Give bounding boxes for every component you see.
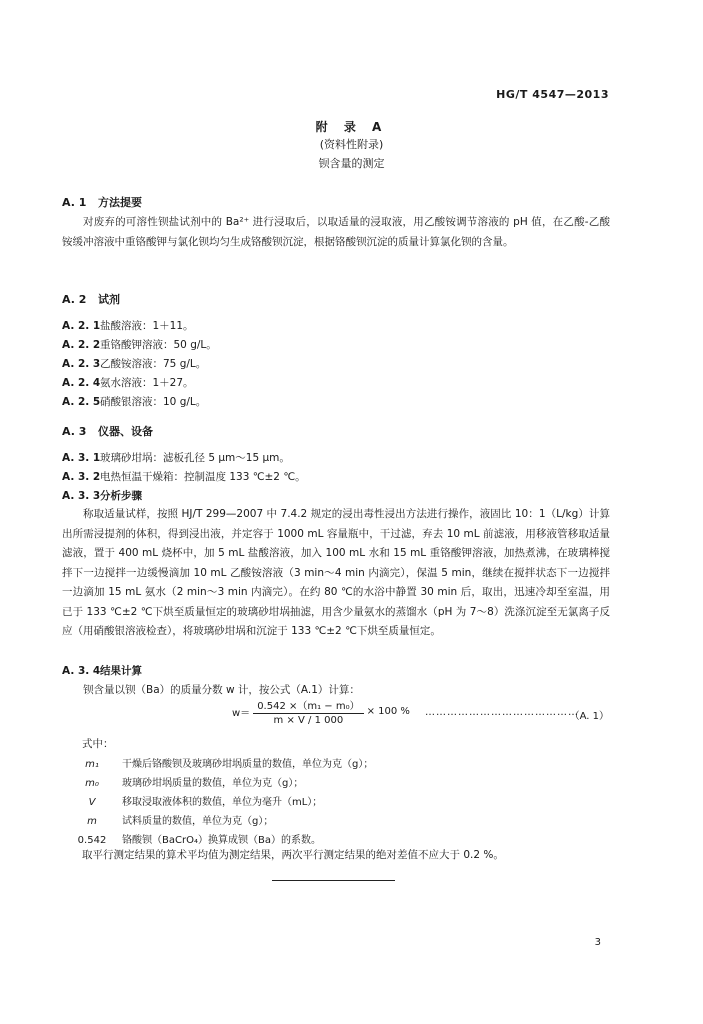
variable-definition: [62, 812, 273, 827]
formula-tail: × 100 %: [366, 706, 410, 717]
item-text: 重铬酸钾溶液：50 g/L。: [100, 339, 217, 351]
list-item: [62, 375, 194, 390]
section-title: 仪器、设备: [98, 425, 153, 438]
item-number: A. 2. 2: [62, 339, 101, 351]
formula-number: （A. 1）: [569, 711, 609, 722]
item-text: 硝酸银溶液：10 g/L。: [100, 396, 207, 408]
variable-symbol: m₀: [85, 778, 99, 789]
item-text: 乙酸铵溶液：75 g/L。: [100, 358, 207, 370]
section-number: A. 3: [62, 425, 87, 438]
variable-desc: 铬酸钡（BaCrO₄）换算成钡（Ba）的系数。: [122, 835, 321, 846]
list-item: [62, 318, 194, 333]
variable-desc: 移取浸取液体积的数值，单位为毫升（mL）；: [122, 797, 323, 808]
item-text: 电热恒温干燥箱：控制温度 133 ℃±2 ℃。: [100, 471, 306, 483]
section-a1-text: 对废弃的可溶性钡盐试剂中的 Ba²⁺ 进行浸取后，以取适量的浸取液，用乙酸铵调节溶液的 pH 值，在乙酸-乙酸铵缓冲溶液中重铬酸钾与氯化钡均匀生成铬酸钡沉淀，根据铬酸钡沉淀的质量计算氯化钡的含量。: [62, 216, 610, 248]
analysis-steps-text: 称取适量试样，按照 HJ/T 299—2007 中 7.4.2 规定的浸出毒性浸出方法进行操作，液固比 10：1（L/kg）计算出所需浸提剂的体积，得到浸出液，并定容于 1000 mL 容量瓶中，干过滤，弃去 10 mL 前滤液，用移液管移取适量滤液，置于 400 mL 烧杯中，加 5 mL 盐酸溶液，加入 100 mL 水和 15 mL 重铬酸钾溶液，加热煮沸，在玻璃棒搅拌下一边搅拌一边缓慢滴加 10 mL 乙酸铵溶液（3 min～4 min 内滴完），保温 5 min，继续在搅拌状态下一边搅拌一边滴加 15 mL 氨水（2 min～3 min 内滴完）。在约 80 ℃的水浴中静置 30 min 后，取出，迅速冷却至室温，用已于 133 ℃±2 ℃下烘至质量恒定的玻璃砂坩埚抽滤，用含少量氨水的蒸馏水（pH 为 7～8）洗涤沉淀至无氯离子反应（用硝酸银溶液检查），将玻璃砂坩埚和沉淀于 133 ℃±2 ℃下烘至质量恒定。: [62, 508, 610, 637]
item-number: A. 3. 3: [62, 490, 101, 502]
variable-symbol: m: [87, 816, 97, 827]
variable-symbol: m₁: [85, 759, 99, 770]
formula-lhs: w＝: [232, 708, 251, 719]
end-rule: [272, 880, 395, 881]
item-text: 盐酸溶液：1＋11。: [100, 320, 194, 332]
item-number: A. 3. 1: [62, 452, 101, 464]
variable-desc: 干燥后铬酸钡及玻璃砂坩埚质量的数值，单位为克（g）；: [122, 759, 374, 770]
item-number: A. 2. 1: [62, 320, 101, 332]
variable-desc: 玻璃砂坩埚质量的数值，单位为克（g）；: [122, 778, 304, 789]
list-item: [62, 450, 290, 465]
section-title: 试剂: [98, 293, 120, 306]
conclusion-text: 取平行测定结果的算术平均值为测定结果，两次平行测定结果的绝对差值不应大于 0.2 %。: [82, 849, 504, 861]
variable-symbol: 0.542: [77, 835, 107, 846]
subsection-a34-heading: [62, 663, 142, 678]
variable-definition: [62, 793, 322, 808]
variable-symbol: V: [88, 797, 96, 808]
item-number: A. 3. 4: [62, 665, 101, 677]
annex-title: 附 录 A: [315, 120, 388, 134]
standard-number: HG/T 4547—2013: [496, 88, 609, 101]
annex-nature: (资料性附录): [319, 138, 384, 151]
variable-definition: [62, 774, 303, 789]
item-text: 氨水溶液：1＋27。: [100, 377, 194, 389]
item-number: A. 2. 4: [62, 377, 101, 389]
formula-numerator: 0.542 ×（m₁ − m₀）: [253, 697, 363, 714]
list-item: [62, 337, 217, 352]
list-item: [62, 469, 306, 484]
item-number: A. 2. 3: [62, 358, 101, 370]
subsection-title: 分析步骤: [100, 490, 142, 502]
section-a3-heading: [62, 423, 153, 439]
variable-definition: [62, 831, 321, 846]
section-a2-heading: [62, 291, 120, 307]
page-number: 3: [594, 937, 601, 948]
section-number: A. 2: [62, 293, 87, 306]
item-number: A. 2. 5: [62, 396, 101, 408]
item-text: 玻璃砂坩埚：滤板孔径 5 μm～15 μm。: [100, 452, 290, 464]
formula-denominator: m × V / 1 000: [273, 715, 344, 726]
calculation-intro: 钡含量以钡（Ba）的质量分数 w 计，按公式（A.1）计算：: [83, 684, 360, 696]
variable-definition: [62, 755, 373, 770]
where-label: 式中：: [82, 738, 114, 750]
item-number: A. 3. 2: [62, 471, 101, 483]
formula-leader-dots: ……………………………………: [425, 707, 579, 718]
list-item: [62, 356, 206, 371]
section-a1-heading: [62, 194, 142, 210]
subsection-a33-heading: [62, 488, 142, 503]
section-title: 方法提要: [98, 196, 142, 209]
section-number: A. 1: [62, 196, 87, 209]
formula-fraction: [253, 697, 363, 726]
list-item: [62, 394, 206, 409]
annex-name: 钡含量的测定: [318, 157, 385, 170]
subsection-title: 结果计算: [100, 665, 142, 677]
formula-a1: [232, 697, 410, 726]
variable-desc: 试料质量的数值，单位为克（g）；: [122, 816, 274, 827]
